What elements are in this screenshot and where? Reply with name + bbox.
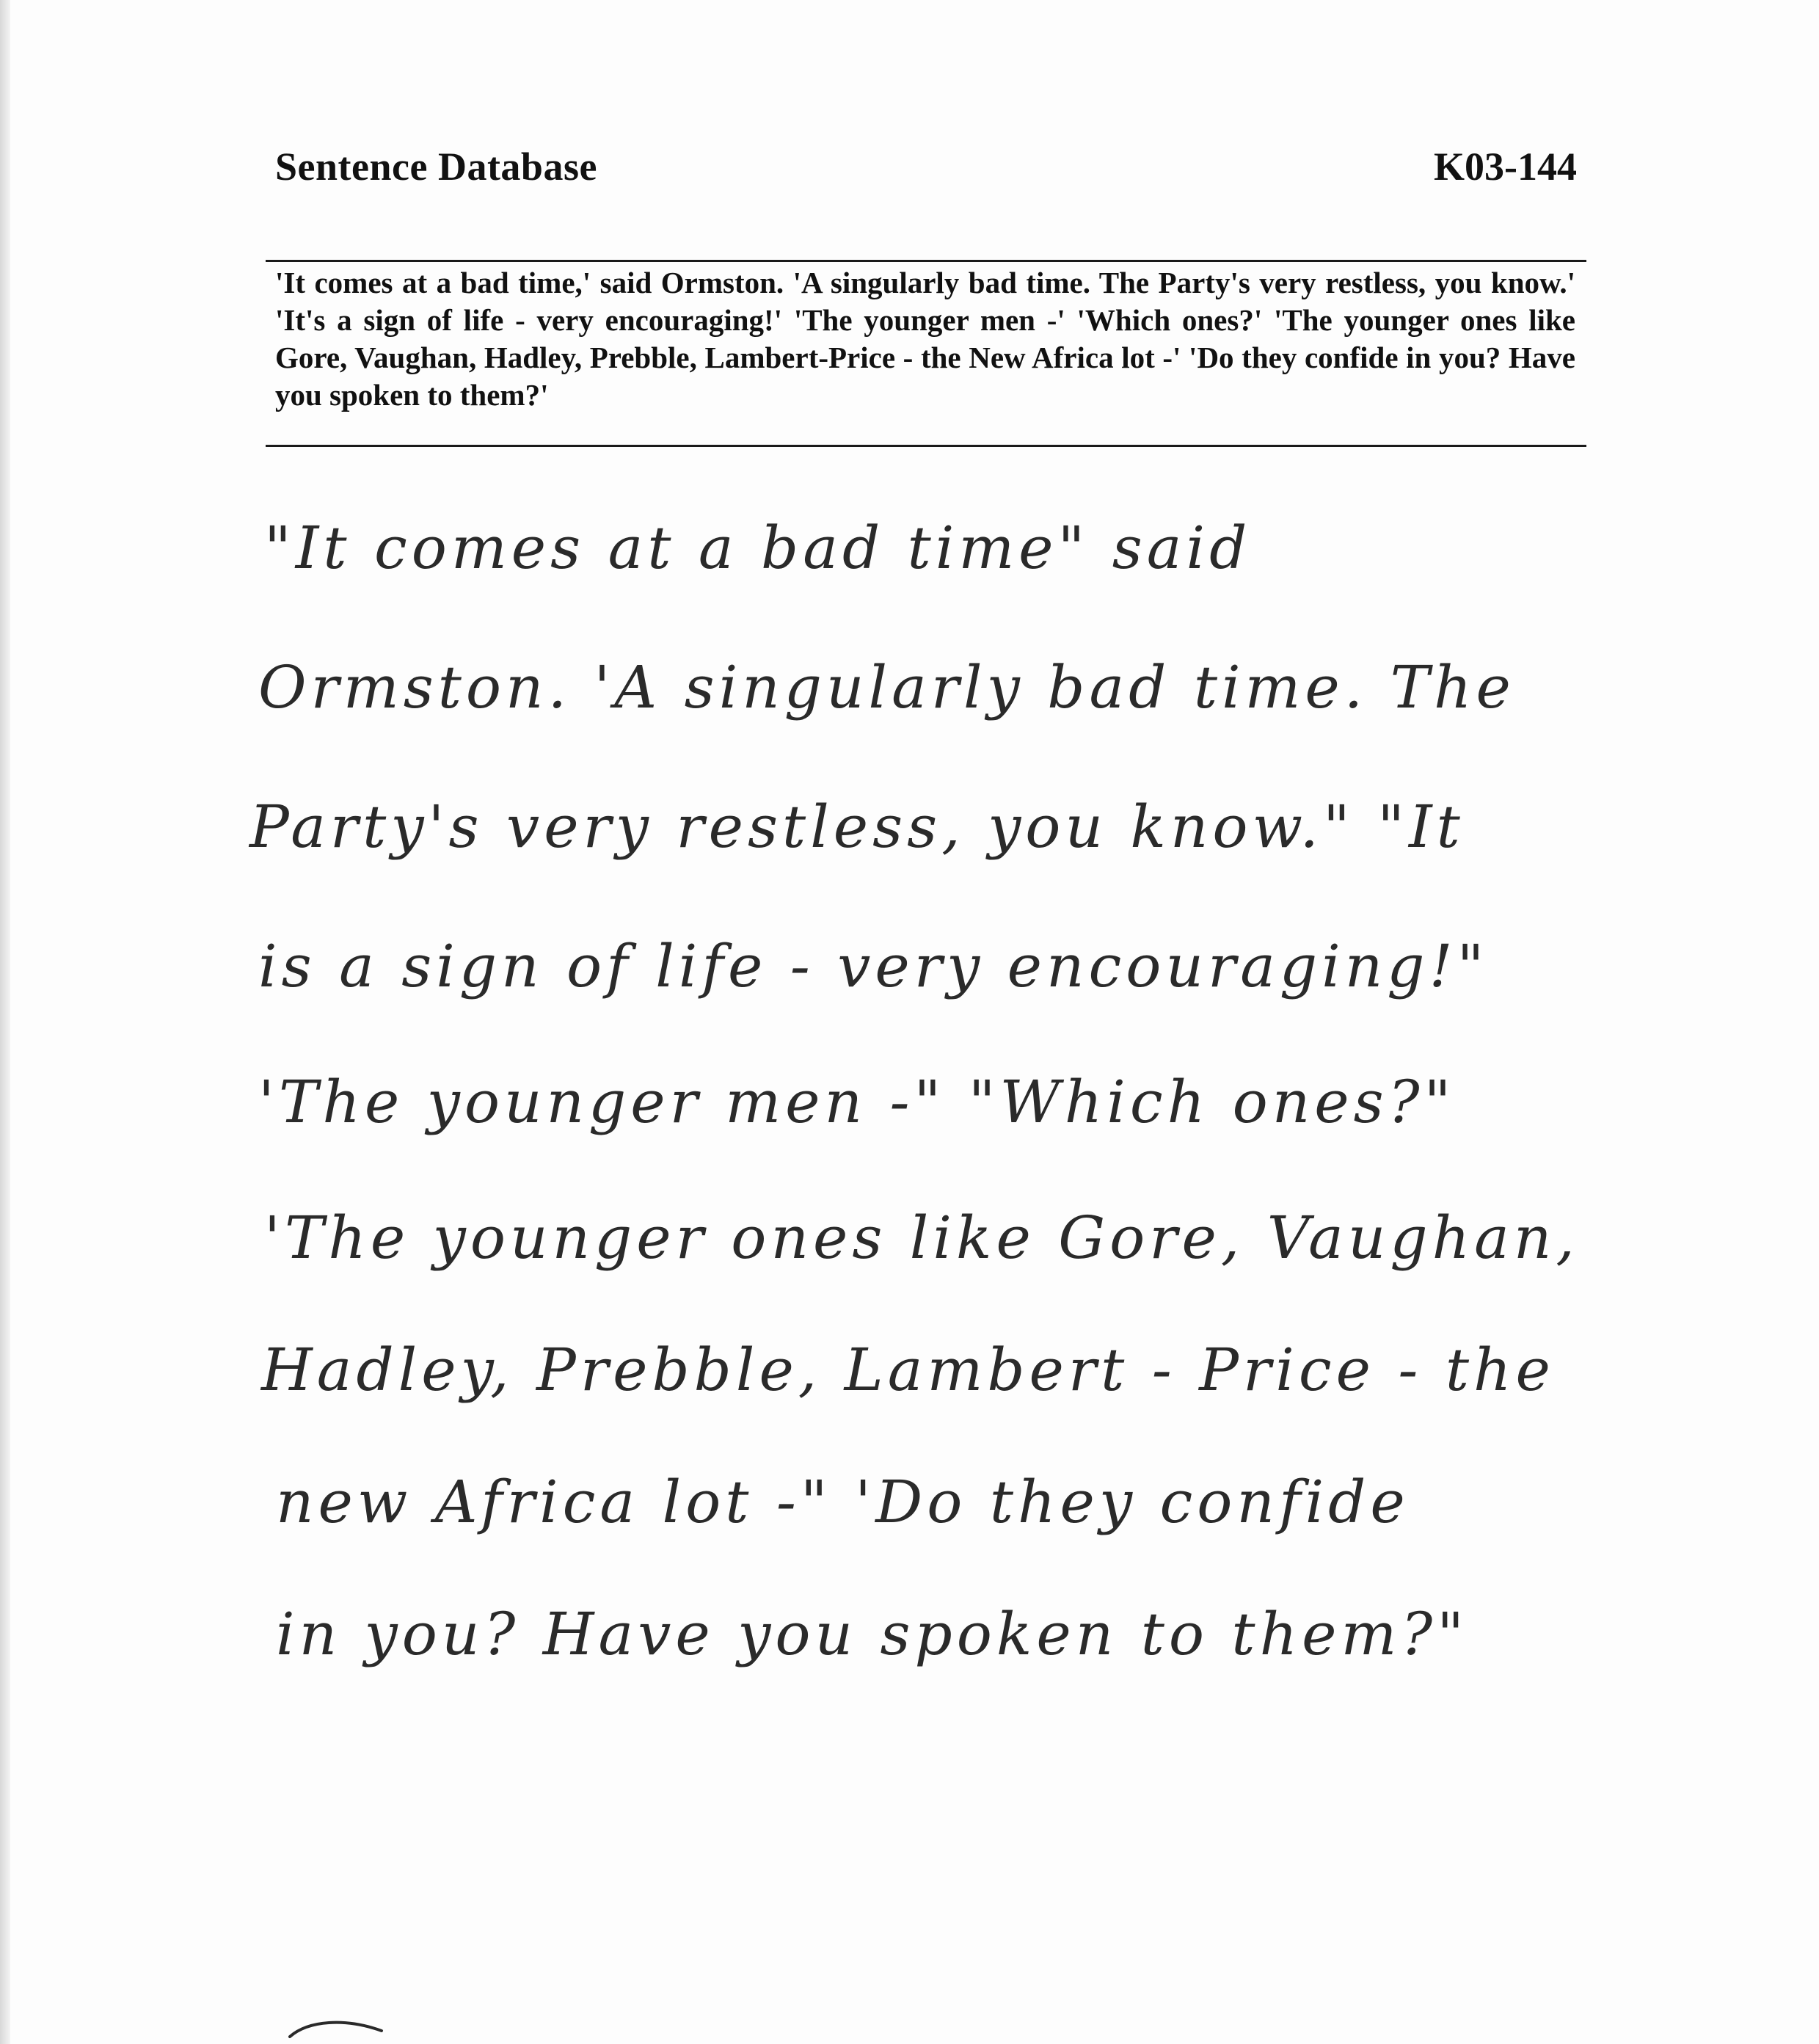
handwritten-line: "It comes at a bad time" said	[264, 514, 1252, 582]
printed-prompt-text: 'It comes at a bad time,' said Ormston. 'A singularly bad time. The Party's very restless, you know.' 'It's a sign of life - very encouraging!' 'The younger men -' 'Which ones?' 'The younger ones like Gore, Vaughan, Hadley, Prebble, Lambert-Price - the New Africa lot -' 'Do they confide in you? Have you spoken to them?'	[275, 266, 1575, 412]
handwritten-line: Ormston. 'A singularly bad time. The	[258, 653, 1515, 721]
bottom-divider	[266, 445, 1586, 447]
partial-signature-mark	[286, 2015, 389, 2044]
handwritten-line: new Africa lot -" 'Do they confide	[276, 1468, 1410, 1536]
handwritten-line: is a sign of life - very encouraging!"	[258, 932, 1489, 1000]
top-divider	[266, 260, 1586, 262]
handwritten-line: 'The younger men -" "Which ones?"	[258, 1068, 1456, 1136]
handwritten-line: Party's very restless, you know." "It	[249, 793, 1465, 861]
handwritten-line: Hadley, Prebble, Lambert - Price - the	[261, 1336, 1555, 1404]
header-title: Sentence Database	[275, 145, 597, 189]
handwritten-line: 'The younger ones like Gore, Vaughan,	[264, 1204, 1579, 1272]
scan-edge-shadow	[0, 0, 10, 2044]
form-id: K03-144	[1434, 145, 1577, 189]
handwritten-line: in you? Have you spoken to them?"	[276, 1600, 1468, 1668]
